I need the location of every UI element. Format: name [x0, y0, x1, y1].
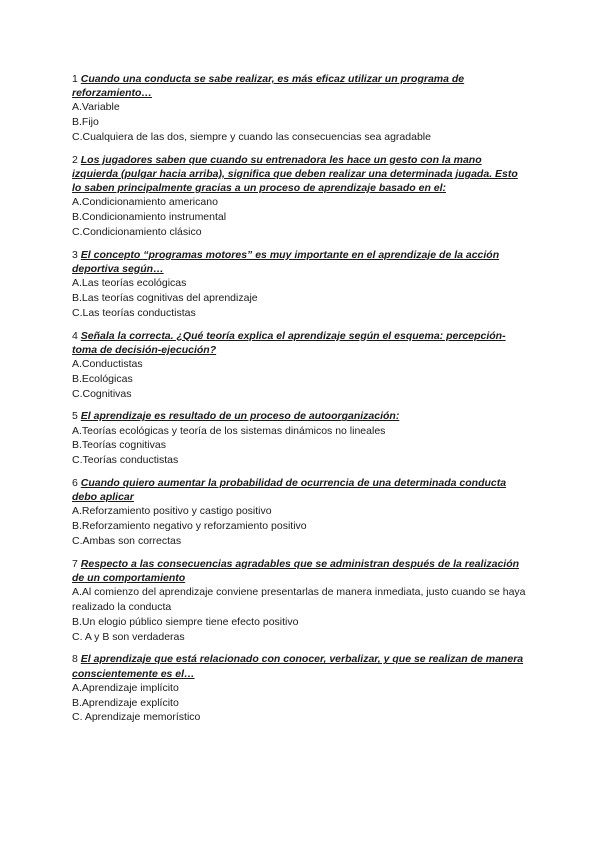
question-number: 5	[72, 410, 78, 423]
answer-option-a: A.Teorías ecológicas y teoría de los sistemas dinámicos no lineales	[72, 424, 386, 437]
answer-option-a: A.Al comienzo del aprendizaje conviene presentarlas de manera inmediata, justo cuando se haya realizado la conducta	[72, 586, 526, 613]
answer-option-b: B.Condicionamiento instrumental	[72, 211, 227, 224]
question-heading	[72, 557, 530, 585]
question-2	[72, 153, 530, 240]
question-number: 6	[72, 476, 78, 489]
answer-options	[72, 357, 530, 401]
question-heading	[72, 72, 530, 100]
answer-option-a: A.Aprendizaje implícito	[72, 681, 179, 694]
question-number: 3	[72, 248, 78, 261]
answer-option-a: A.Condicionamiento americano	[72, 196, 218, 209]
question-text: El aprendizaje es resultado de un proceso de autoorganización:	[80, 410, 400, 423]
question-number: 2	[72, 153, 78, 166]
question-4	[72, 329, 530, 402]
question-1	[72, 72, 530, 145]
answer-options	[72, 681, 530, 725]
answer-option-b: B.Aprendizaje explícito	[72, 696, 179, 709]
answer-options	[72, 585, 530, 644]
answer-option-b: B.Las teorías cognitivas del aprendizaje	[72, 292, 258, 304]
answer-options	[72, 100, 530, 144]
question-heading	[72, 329, 530, 357]
answer-option-a: A.Conductistas	[72, 358, 143, 370]
answer-option-c: C. Aprendizaje memorístico	[72, 711, 201, 724]
question-heading	[72, 476, 530, 504]
question-text: Los jugadores saben que cuando su entrenadora les hace un gesto con la mano izquierda (pulgar hacia arriba), significa que deben realizar una determinada jugada. Esto lo saben principalmente gracias a un proceso de aprendizaje basado en el:	[72, 153, 518, 195]
question-6	[72, 476, 530, 549]
answer-option-b: B.Fijo	[72, 116, 99, 129]
answer-option-b: B.Un elogio público siempre tiene efecto positivo	[72, 615, 299, 628]
question-5	[72, 409, 530, 468]
answer-option-c: C. A y B son verdaderas	[72, 630, 185, 643]
answer-option-c: C.Las teorías conductistas	[72, 306, 196, 319]
answer-options	[72, 504, 530, 548]
answer-option-c: C.Condicionamiento clásico	[72, 226, 202, 238]
question-text: Cuando una conducta se sabe realizar, es más eficaz utilizar un programa de reforzamiento…	[72, 73, 465, 100]
answer-option-c: C.Cualquiera de las dos, siempre y cuando las consecuencias sea agradable	[72, 131, 431, 143]
question-number: 8	[72, 653, 78, 666]
question-text: El aprendizaje que está relacionado con conocer, verbalizar, y que se realizan de manera conscientemente es el…	[72, 653, 524, 680]
question-heading	[72, 153, 530, 196]
answer-options	[72, 195, 530, 239]
answer-options	[72, 276, 530, 320]
question-3	[72, 248, 530, 321]
answer-option-b: B.Reforzamiento negativo y reforzamiento positivo	[72, 520, 307, 533]
question-number: 7	[72, 557, 78, 570]
question-number: 4	[72, 329, 78, 342]
question-text: El concepto “programas motores” es muy importante en el aprendizaje de la acción deportiva según…	[72, 248, 500, 275]
answer-option-a: A.Reforzamiento positivo y castigo positivo	[72, 505, 272, 518]
question-text: Señala la correcta. ¿Qué teoría explica el aprendizaje según el esquema: percepción-toma de decisión-ejecución?	[72, 329, 506, 356]
answer-option-c: C.Ambas son correctas	[72, 534, 182, 547]
answer-options	[72, 424, 530, 468]
question-text: Respecto a las consecuencias agradables que se administran después de la realización de un comportamiento	[72, 557, 520, 584]
question-text: Cuando quiero aumentar la probabilidad de ocurrencia de una determinada conducta debo aplicar	[72, 476, 507, 504]
question-8	[72, 652, 530, 725]
answer-option-a: A.Las teorías ecológicas	[72, 277, 187, 290]
answer-option-b: B.Ecológicas	[72, 372, 133, 385]
question-7	[72, 557, 530, 645]
question-heading	[72, 409, 530, 423]
answer-option-b: B.Teorías cognitivas	[72, 439, 166, 452]
answer-option-c: C.Cognitivas	[72, 387, 132, 400]
question-heading	[72, 248, 530, 276]
answer-option-c: C.Teorías conductistas	[72, 454, 179, 467]
answer-option-a: A.Variable	[72, 101, 120, 114]
question-heading	[72, 652, 530, 680]
question-number: 1	[72, 73, 78, 85]
